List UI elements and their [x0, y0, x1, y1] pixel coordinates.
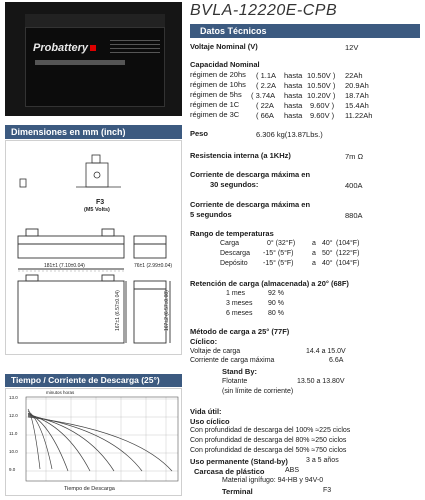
model-title: BVLA-12220E-CPB	[190, 2, 338, 19]
ciclico-label: Cíclico:	[190, 337, 218, 346]
corriente30-label-2: 30 segundos:	[210, 180, 259, 189]
ret-period-2: 6 meses	[226, 310, 253, 317]
ret-pct-0: 92 %	[268, 290, 284, 297]
y-tick-1: 12.0	[9, 413, 18, 418]
vida-row-0: Con profundidad de descarga del 100% ≈225 ciclos	[190, 427, 351, 434]
cap-voltage-3: 9.60V )	[310, 101, 335, 110]
carcasa-label: Carcasa de plástico	[194, 467, 265, 476]
cap-hasta-3: hasta	[284, 101, 303, 110]
height-dimension: 167±1 (6.57±0.04)	[115, 290, 121, 331]
uso-ciclico-label: Uso cíclico	[190, 417, 230, 426]
retencion-label: Retención de carga (almacenada) a 20° (68F)	[190, 279, 349, 288]
terminal-value: F3	[323, 487, 332, 494]
cap-hasta-0: hasta	[284, 71, 303, 80]
dimensions-header: Dimensiones en mm (inch)	[5, 125, 182, 139]
temp-to-2: 40°	[322, 260, 333, 267]
resistencia-label: Resistencia interna (a 1KHz)	[190, 151, 291, 160]
chart-header: Tiempo / Corriente de Descarga (25°)	[5, 374, 182, 387]
cap-voltage-1: 10.50V )	[307, 81, 336, 90]
spec-header: Datos Técnicos	[190, 24, 420, 38]
temp-f-2: (104°F)	[336, 260, 360, 267]
cap-current-4: ( 66A	[256, 111, 274, 120]
temp-f-0: (104°F)	[336, 240, 360, 247]
y-tick-4: 9.0	[9, 467, 16, 472]
cap-voltage-0: 10.50V )	[307, 71, 336, 80]
cap-value-4: 11.22Ah	[345, 111, 373, 120]
dimensions-drawing	[5, 140, 182, 355]
cap-voltage-2: 10.20V )	[307, 91, 336, 100]
corriente5-value: 880A	[345, 211, 363, 220]
temp-to-0: 40°	[322, 240, 333, 247]
corriente30-value: 400A	[345, 181, 363, 190]
temp-from-1: -15° (5°F)	[263, 250, 294, 257]
label-strip	[35, 60, 125, 65]
corriente30-label-1: Corriente de descarga máxima en	[190, 170, 311, 179]
voltaje-label: Voltaje Nominal (V)	[190, 42, 258, 51]
resistencia-value: 7m Ω	[345, 152, 364, 161]
temperatura-label: Rango de temperaturas	[190, 229, 274, 238]
ret-pct-2: 80 %	[268, 310, 284, 317]
corriente5-label-1: Corriente de descarga máxima en	[190, 200, 311, 209]
battery-photo	[5, 2, 182, 116]
flotante-value: 13.50 a 13.80V	[297, 378, 345, 385]
brand-logo: Probattery	[33, 42, 96, 54]
flotante-label: Flotante	[222, 378, 248, 385]
voltaje-carga-label: Voltaje de carga	[190, 348, 241, 355]
corriente5-label-2: 5 segundos	[190, 210, 232, 219]
temp-to-1: 50°	[322, 250, 333, 257]
cap-hasta-1: hasta	[284, 81, 303, 90]
corriente-max-label: Corriente de carga máxima	[190, 357, 275, 364]
technical-drawing	[6, 141, 183, 356]
cap-value-3: 15.4Ah	[345, 101, 369, 110]
total-height-dimension: 167±2 (6.57±0.08)	[164, 290, 170, 331]
sin-limite-note: (sin límite de corriente)	[222, 388, 294, 395]
vida-row-2: Con profundidad de descarga del 50% ≈750 ciclos	[190, 447, 347, 454]
temp-a-0: a	[312, 240, 316, 247]
standby-label: Stand By:	[222, 367, 258, 376]
ret-period-1: 3 meses	[226, 300, 253, 307]
cap-current-3: ( 22A	[256, 101, 274, 110]
cap-hasta-2: hasta	[284, 91, 303, 100]
fuse-label: F3	[96, 199, 105, 206]
voltaje-value: 12V	[345, 43, 359, 52]
capacidad-label: Capacidad Nominal	[190, 60, 260, 69]
temp-a-1: a	[312, 250, 316, 257]
cap-current-2: ( 3.74A	[251, 91, 276, 100]
uso-permanente-label: Uso permanente (Stand-by)	[190, 457, 288, 466]
cap-value-2: 18.7Ah	[345, 91, 369, 100]
y-tick-2: 11.0	[9, 431, 18, 436]
temp-a-2: a	[312, 260, 316, 267]
label-fine-print	[110, 40, 160, 56]
temp-f-1: (122°F)	[336, 250, 360, 257]
discharge-chart	[5, 388, 182, 496]
cap-rate-0: régimen de 20hs	[190, 70, 246, 79]
chart-x-top-label: minutos horas	[46, 390, 75, 395]
cap-hasta-4: hasta	[284, 111, 303, 120]
battery-body	[25, 27, 165, 107]
cap-voltage-4: 9.60V )	[310, 111, 335, 120]
voltaje-carga-value: 14.4 a 15.0V	[306, 348, 346, 355]
temp-from-2: -15° (5°F)	[263, 260, 294, 267]
y-tick-3: 10.0	[9, 449, 18, 454]
temp-from-0: 0° (32°F)	[267, 240, 296, 247]
ret-period-0: 1 mes	[226, 290, 246, 297]
ret-pct-1: 90 %	[268, 300, 284, 307]
terminal-label: Terminal	[222, 487, 253, 496]
ignifugo-note: Material ignífugo: 94-HB y 94V-0	[222, 477, 324, 484]
cap-rate-1: régimen de 10hs	[190, 80, 246, 89]
depth-dimension: 76±1 (2.99±0.04)	[134, 263, 173, 269]
vida-label: Vida útil:	[190, 407, 222, 416]
discharge-curves	[6, 389, 183, 497]
cap-current-0: ( 1.1A	[256, 71, 277, 80]
chart-x-label: Tiempo de Descarga	[64, 486, 115, 492]
cap-current-1: ( 2.2A	[256, 81, 277, 90]
temp-name-1: Descarga	[220, 250, 250, 257]
cap-rate-4: régimen de 3C	[190, 110, 240, 119]
carcasa-value: ABS	[285, 467, 300, 474]
uso-permanente-value: 3 a 5 años	[306, 457, 339, 464]
cap-rate-2: régimen de 5hs	[190, 90, 242, 99]
metodo-label: Método de carga a 25° (77F)	[190, 327, 290, 336]
fuse-sub-label: (M5 Volts)	[84, 207, 110, 213]
cap-value-1: 20.9Ah	[345, 81, 369, 90]
temp-name-2: Depósito	[220, 260, 248, 267]
cap-rate-3: régimen de 1C	[190, 100, 240, 109]
corriente-max-value: 6.6A	[329, 357, 344, 364]
cap-value-0: 22Ah	[345, 71, 363, 80]
temp-name-0: Carga	[220, 240, 240, 247]
width-dimension: 181±1 (7.10±0.04)	[44, 263, 85, 269]
y-tick-0: 13.0	[9, 395, 18, 400]
peso-value: 6.306 kg(13.87Lbs.)	[256, 130, 323, 139]
peso-label: Peso	[190, 129, 208, 138]
vida-row-1: Con profundidad de descarga del 80% ≈250 ciclos	[190, 437, 347, 444]
